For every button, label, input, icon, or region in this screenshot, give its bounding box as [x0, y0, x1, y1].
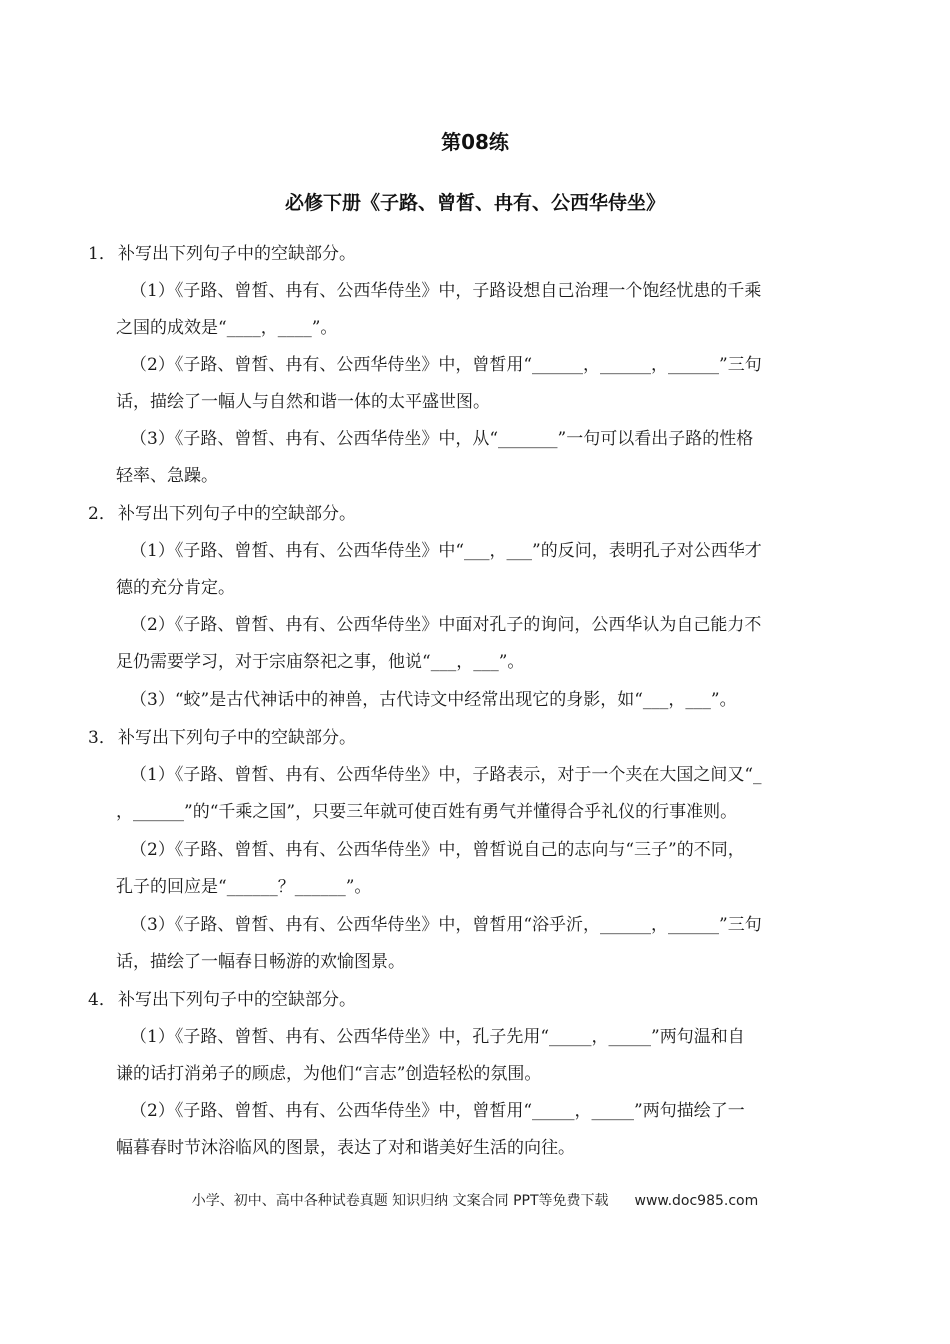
item-line-2: 轻率、急躁。 — [116, 466, 218, 486]
question-number: 3． — [88, 728, 116, 748]
question-number: 1． — [88, 244, 116, 264]
question-4-item-2 — [116, 1093, 865, 1167]
item-line-2: 话，描绘了一幅春日畅游的欢愉图景。 — [116, 952, 405, 972]
item-line-1: （3）《子路、曾皙、冉有、公西华侍坐》中，曾皙用“浴乎沂，______，______”三句 — [130, 915, 762, 935]
question-2-item-3 — [130, 682, 865, 719]
item-line-2: 谦的话打消弟子的顾虑，为他们“言志”创造轻松的氛围。 — [116, 1064, 542, 1084]
item-line-1: （2）《子路、曾皙、冉有、公西华侍坐》中，曾皙用“_____，_____”两句描绘了一 — [130, 1101, 745, 1121]
question-2-item-1 — [116, 533, 865, 607]
question-number: 2． — [88, 504, 116, 524]
question-1-item-3 — [116, 421, 865, 495]
question-number: 4． — [88, 990, 116, 1010]
question-3-item-2 — [116, 832, 865, 906]
question-text: 补写出下列句子中的空缺部分。 — [118, 244, 356, 264]
question-1-item-2 — [116, 347, 865, 421]
item-line-2: 之国的成效是“____，____”。 — [116, 318, 338, 338]
item-line-1: （1）《子路、曾皙、冉有、公西华侍坐》中“___，___”的反问，表明孔子对公西华才 — [130, 541, 762, 561]
item-line-1: （3）“蛟”是古代神话中的神兽，古代诗文中经常出现它的身影，如“___，___”。 — [130, 690, 737, 710]
item-line-2: 足仍需要学习，对于宗庙祭祀之事，他说“___，___”。 — [116, 652, 525, 672]
question-4-item-1 — [116, 1019, 865, 1093]
footer-url[interactable]: www.doc985.com — [634, 1193, 759, 1209]
question-text: 补写出下列句子中的空缺部分。 — [118, 504, 356, 524]
question-1-item-1 — [116, 273, 865, 347]
item-line-2: 幅暮春时节沐浴临风的图景，表达了对和谐美好生活的向往。 — [116, 1138, 575, 1158]
item-line-1: （1）《子路、曾皙、冉有、公西华侍坐》中，孔子先用“_____，_____”两句温和自 — [130, 1027, 745, 1047]
question-text: 补写出下列句子中的空缺部分。 — [118, 728, 356, 748]
item-line-1: （2）《子路、曾皙、冉有、公西华侍坐》中，曾皙说自己的志向与“三子”的不同， — [130, 840, 745, 860]
item-line-1: （1）《子路、曾皙、冉有、公西华侍坐》中，子路表示，对于一个夹在大国之间又“_ — [130, 765, 762, 785]
item-line-1: （2）《子路、曾皙、冉有、公西华侍坐》中面对孔子的询问，公西华认为自己能力不 — [130, 615, 762, 635]
question-1-stem — [88, 236, 356, 273]
question-2-stem — [88, 496, 356, 533]
exercise-title: 第08练 — [441, 130, 509, 154]
question-text: 补写出下列句子中的空缺部分。 — [118, 990, 356, 1010]
footer-text: 小学、初中、高中各种试卷真题 知识归纳 文案合同 PPT等免费下载 — [191, 1193, 609, 1209]
question-4-stem — [88, 982, 356, 1019]
item-line-2: 孔子的回应是“______？______”。 — [116, 877, 372, 897]
question-2-item-2 — [116, 607, 865, 681]
page-footer — [0, 1190, 950, 1210]
question-3-item-1 — [116, 757, 865, 831]
item-line-2: 话，描绘了一幅人与自然和谐一体的太平盛世图。 — [116, 392, 490, 412]
item-line-2: 德的充分肯定。 — [116, 578, 235, 598]
item-line-1: （1）《子路、曾皙、冉有、公西华侍坐》中，子路设想自己治理一个饱经忧患的千乘 — [130, 281, 762, 301]
question-3-item-3 — [116, 907, 865, 981]
item-line-1: （3）《子路、曾皙、冉有、公西华侍坐》中，从“_______”一句可以看出子路的性格 — [130, 429, 754, 449]
item-line-2: ，______”的“千乘之国”，只要三年就可使百姓有勇气并懂得合乎礼仪的行事准则。 — [116, 802, 738, 822]
question-3-stem — [88, 720, 356, 757]
lesson-title: 必修下册《子路、曾皙、冉有、公西华侍坐》 — [284, 192, 665, 214]
item-line-1: （2）《子路、曾皙、冉有、公西华侍坐》中，曾皙用“______，______，______”三句 — [130, 355, 762, 375]
